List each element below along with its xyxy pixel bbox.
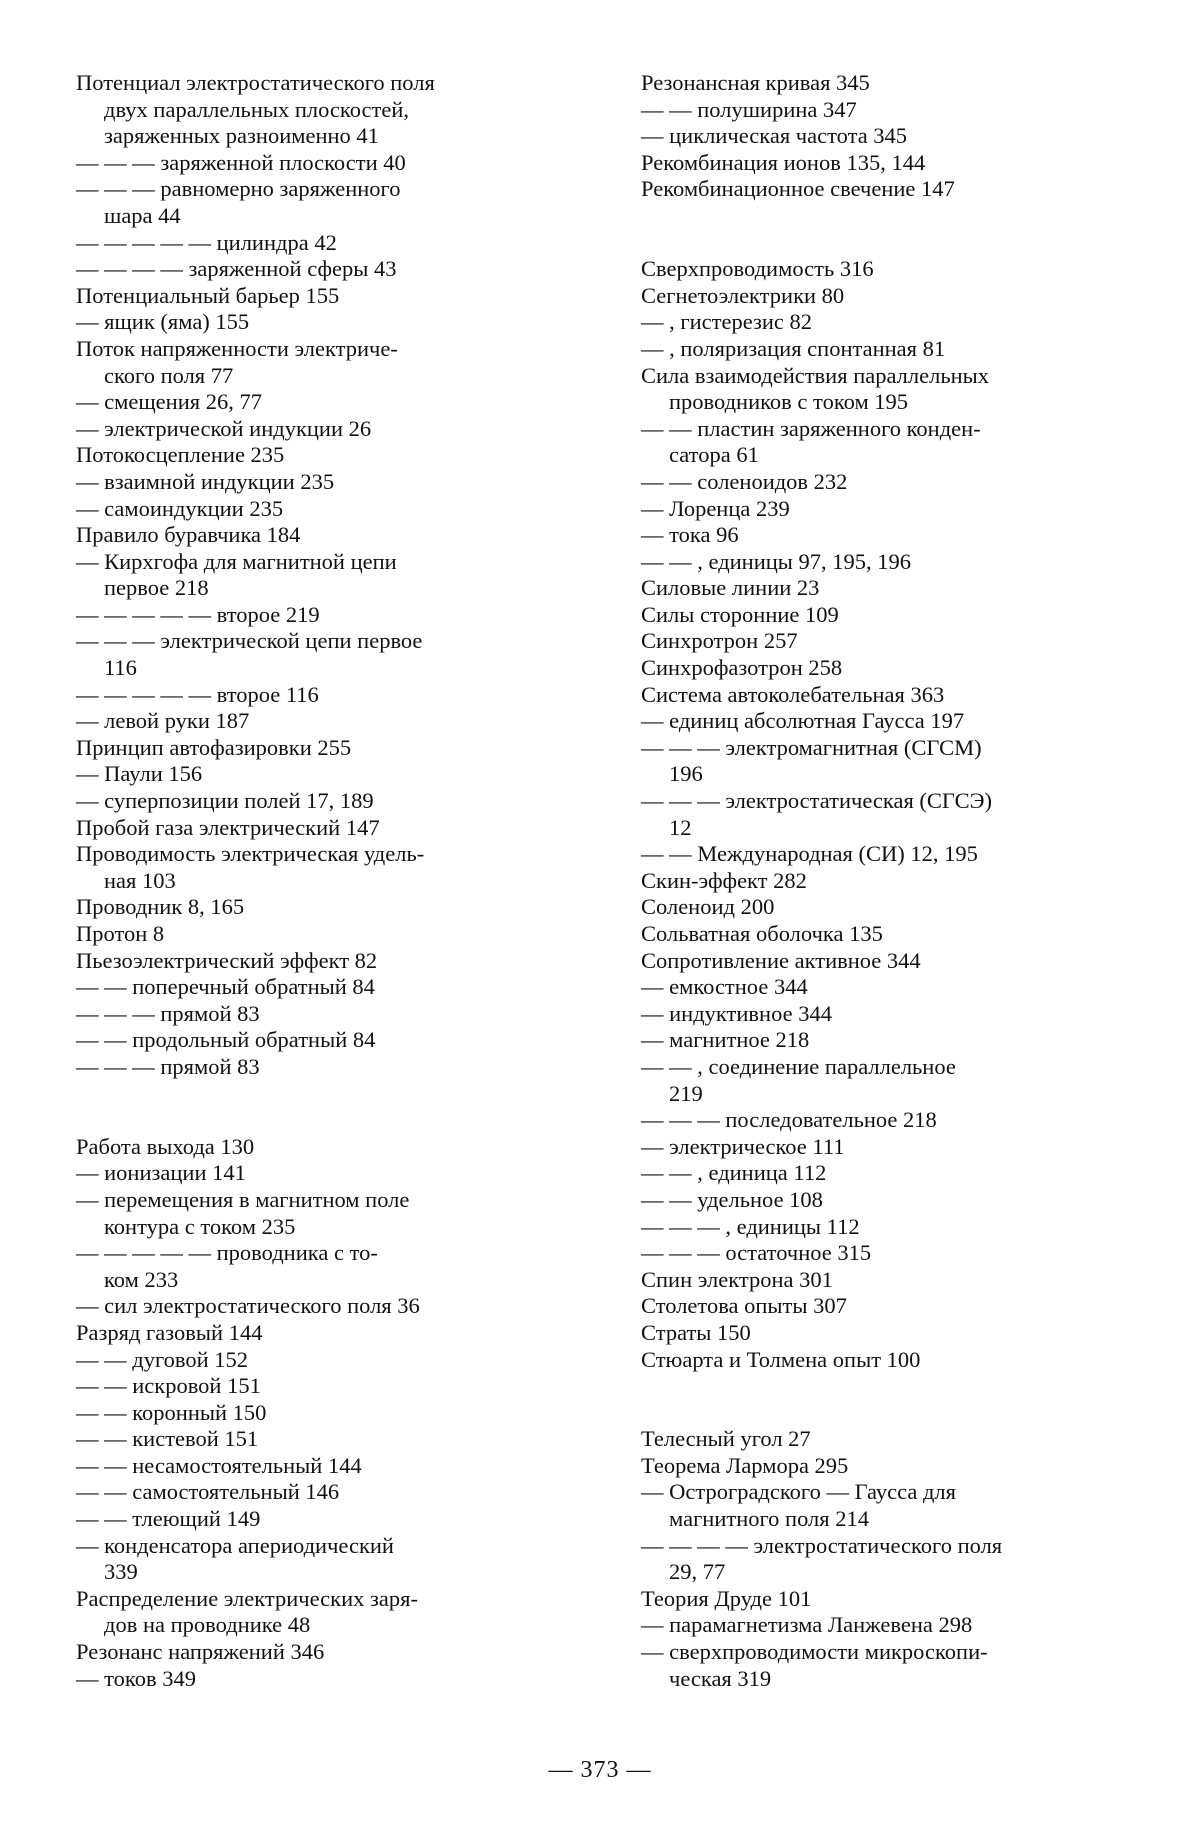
index-column-right [641,70,1121,1692]
index-entry: — Лоренца 239 [641,495,790,521]
index-entry: Сопротивление активное 344 [641,947,921,973]
section-gap [641,203,1121,230]
index-entry: Синхротрон 257 [641,628,798,654]
index-entry: заряженных разноименно 41 [104,123,379,149]
index-entry: — ионизации 141 [76,1160,246,1186]
index-entry: — электрической индукции 26 [76,415,372,441]
index-entry: Распределение электрических заря- [76,1585,418,1611]
section-gap [76,1107,556,1134]
index-entry: Система автоколебательная 363 [641,681,945,707]
index-entry: — конденсатора апериодический [76,1532,394,1558]
index-entry: — — — прямой 83 [76,1053,260,1079]
index-entry: — — , единица 112 [641,1160,827,1186]
index-entry: Пробой газа электрический 147 [76,814,380,840]
index-entry: Силовые линии 23 [641,575,820,601]
index-entry: проводников с током 195 [669,389,909,415]
index-entry: — магнитное 218 [641,1027,810,1053]
index-entry: Пьезоэлектрический эффект 82 [76,947,378,973]
index-entry: контура с током 235 [104,1213,296,1239]
page-number: — 373 — [548,1757,652,1783]
index-entry: первое 218 [104,575,209,601]
index-entry: — — несамостоятельный 144 [76,1452,362,1478]
index-entry: — — — остаточное 315 [641,1240,872,1266]
index-entry: Силы сторонние 109 [641,601,839,627]
index-entry: Спин электрона 301 [641,1266,833,1292]
index-entry: Сольватная оболочка 135 [641,921,883,946]
index-entry: — — поперечный обратный 84 [76,974,375,1000]
index-entry: 219 [669,1080,703,1106]
index-entry: — — соленоидов 232 [641,468,848,494]
index-entry: — — — — — второе 116 [76,681,319,707]
index-entry: Рекомбинационное свечение 147 [641,176,955,202]
index-entry: — — — — — второе 219 [76,601,320,627]
index-entry: Проводимость электрическая удель- [76,841,425,867]
index-entry: Сила взаимодействия параллельных [641,362,990,388]
index-entry: Телесный угол 27 [641,1426,811,1452]
index-entry: — — кистевой 151 [76,1426,259,1452]
index-entry: Сегнетоэлектрики 80 [641,282,845,308]
index-column-left [76,70,556,1692]
index-entry: 196 [669,761,703,787]
index-entry: Проводник 8, 165 [76,894,245,920]
index-entry: — — искровой 151 [76,1373,261,1399]
index-entry: — — дуговой 152 [76,1346,249,1372]
index-entry: — — продольный обратный 84 [76,1027,376,1053]
index-entry: — — , соединение параллельное [641,1053,956,1079]
index-entry: Потенциал электростатического поля [76,70,435,95]
index-entry: — — — , единицы 112 [641,1213,860,1239]
index-entry: — , гистерезис 82 [641,309,813,335]
index-entry: Скин-эффект 282 [641,867,807,893]
index-entry: 12 [669,814,692,840]
index-entry: дов на проводнике 48 [104,1612,311,1638]
index-entry: Поток напряженности электриче- [76,335,398,361]
index-entry: Потокосцепление 235 [76,442,285,468]
index-entry: — — тлеющий 149 [76,1506,261,1532]
index-entry: — — удельное 108 [641,1186,823,1212]
index-entry: — парамагнетизма Ланжевена 298 [641,1612,973,1638]
index-entry: — — — электрической цепи первое [76,628,423,654]
index-entry: — ящик (яма) 155 [76,309,250,335]
index-entry: — смещения 26, 77 [76,389,262,415]
index-entry: Рекомбинация ионов 135, 144 [641,149,926,175]
index-entry: — — Международная (СИ) 12, 195 [641,841,978,867]
index-entry: — — — последовательное 218 [641,1107,937,1133]
index-entry: Стюарта и Толмена опыт 100 [641,1346,921,1372]
index-entry: — — полуширина 347 [641,96,857,122]
index-entry: — циклическая частота 345 [641,123,908,149]
index-entry: — — — электростатическая (СГСЭ) [641,788,992,814]
index-entry: Теория Друде 101 [641,1585,812,1611]
index-entry: Синхрофазотрон 258 [641,655,843,681]
index-entry: — Кирхгофа для магнитной цепи [76,548,397,574]
index-entry: Соленоид 200 [641,894,775,920]
index-entry: — единиц абсолютная Гаусса 197 [641,708,965,734]
index-entry: ского поля 77 [104,362,234,388]
index-entry: ком 233 [104,1266,179,1292]
index-entry: — — — — — цилиндра 42 [76,229,337,255]
index-entry: Протон 8 [76,921,165,946]
index-entry: — левой руки 187 [76,708,250,734]
section-gap [641,1373,1121,1400]
index-entry: — — — — заряженной сферы 43 [76,256,397,282]
section-gap [641,1400,1121,1427]
index-entry: Столетова опыты 307 [641,1293,847,1319]
index-entry: — — — электромагнитная (СГСМ) [641,734,982,760]
index-entry: — — коронный 150 [76,1399,267,1425]
index-entry: — емкостное 344 [641,974,808,1000]
index-entry: — токов 349 [76,1665,196,1691]
index-entry: Разряд газовый 144 [76,1319,263,1345]
index-entry: Правило буравчика 184 [76,522,301,548]
index-entry: — — — равномерно заряженного [76,176,401,202]
index-entry: — — , единицы 97, 195, 196 [641,548,912,574]
index-entry: — сверхпроводимости микроскопи- [641,1639,988,1665]
index-entry: Сверхпроводимость 316 [641,256,874,282]
index-entry: шара 44 [104,202,181,228]
section-gap [76,1081,556,1108]
index-entry: — — — заряженной плоскости 40 [76,149,406,175]
index-entry: 339 [104,1559,138,1585]
index-entry: Работа выхода 130 [76,1133,255,1159]
index-entry: ческая 319 [669,1665,772,1691]
index-entry: Принцип автофазировки 255 [76,734,352,760]
index-entry: ная 103 [104,867,176,893]
index-entry: — суперпозиции полей 17, 189 [76,788,374,814]
index-entry: — — — — электростатического поля [641,1532,1003,1558]
index-entry: — индуктивное 344 [641,1000,832,1026]
index-entry: — , поляризация спонтанная 81 [641,335,946,361]
index-entry: сатора 61 [669,442,759,468]
index-entry: Резонанс напряжений 346 [76,1639,325,1665]
index-entry: двух параллельных плоскостей, [104,96,409,122]
index-entry: 29, 77 [669,1559,726,1585]
index-entry: — тока 96 [641,522,739,548]
index-entry: — взаимной индукции 235 [76,468,335,494]
index-entry: Резонансная кривая 345 [641,70,870,95]
section-gap [641,230,1121,257]
index-entry: — перемещения в магнитном поле [76,1186,410,1212]
index-entry: — электрическое 111 [641,1133,845,1159]
index-entry: — — пластин заряженного конден- [641,415,981,441]
index-entry: Потенциальный барьер 155 [76,282,340,308]
index-entry: — самоиндукции 235 [76,495,284,521]
index-entry: магнитного поля 214 [669,1506,869,1532]
index-entry: — — самостоятельный 146 [76,1479,340,1505]
index-entry: Страты 150 [641,1319,751,1345]
index-entry: Теорема Лармора 295 [641,1452,849,1478]
index-entry: 116 [104,655,137,681]
index-entry: — сил электростатического поля 36 [76,1293,420,1319]
index-entry: — — — — — проводника с то- [76,1240,378,1266]
index-entry: — Остроградского — Гаусса для [641,1479,956,1505]
index-entry: — Паули 156 [76,761,203,787]
index-entry: — — — прямой 83 [76,1000,260,1026]
